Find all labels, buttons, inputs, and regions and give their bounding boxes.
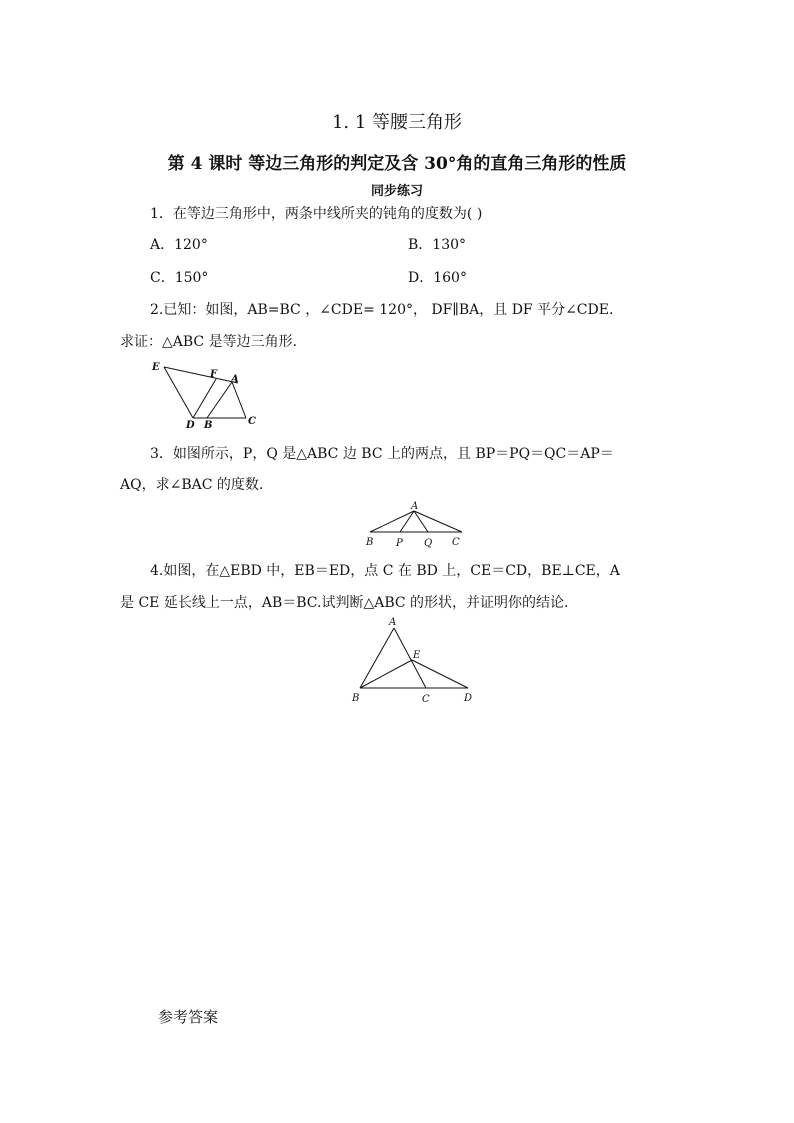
q2-line-ec xyxy=(164,367,238,383)
q3-line1: 3．如图所示，P，Q 是△ABC 边 BC 上的两点，且 BP＝PQ＝QC＝AP＝ xyxy=(150,446,614,462)
q2-label-f: F xyxy=(210,369,218,380)
q4-line-ed xyxy=(412,660,468,688)
q4-figure xyxy=(346,614,480,706)
q4-line2: 是 CE 延长线上一点，AB＝BC.试判断△ABC 的形状，并证明你的结论. xyxy=(120,595,569,611)
q1-stem: 1．在等边三角形中，两条中线所夹的钝角的度数为( ) xyxy=(150,206,483,222)
q2-line2: 求证：△ABC 是等边三角形. xyxy=(120,334,298,350)
q3-line2: AQ，求∠BAC 的度数. xyxy=(120,477,264,493)
q3-label-q: Q xyxy=(424,538,433,549)
q3-label-p: P xyxy=(396,538,403,549)
q4-line1: 4.如图，在△EBD 中，EB＝ED，点 C 在 BD 上，CE＝CD，BE⊥CE，A xyxy=(150,563,620,579)
q1-option-c: C．150° xyxy=(150,270,209,286)
q3-label-c: C xyxy=(452,537,460,548)
q4-label-a: A xyxy=(389,617,397,628)
q2-figure xyxy=(148,358,268,430)
section-heading: 同步练习 xyxy=(370,184,423,199)
q2-line-ed xyxy=(164,367,193,418)
q2-label-b: B xyxy=(204,420,213,430)
q3-label-b: B xyxy=(366,537,374,548)
q2-label-c: C xyxy=(248,416,256,427)
lesson-subtitle: 第 4 课时 等边三角形的判定及含 30°角的直角三角形的性质 xyxy=(167,154,627,174)
q1-option-a: A．120° xyxy=(150,237,208,253)
q4-label-b: B xyxy=(352,693,360,704)
q2-line-ac xyxy=(232,382,246,418)
q1-option-b: B．130° xyxy=(408,237,467,253)
q1-option-d: D．160° xyxy=(408,270,467,286)
q4-label-c: C xyxy=(422,694,430,705)
q2-line-df xyxy=(193,379,216,418)
answer-heading: 参考答案 xyxy=(158,1008,219,1026)
q2-label-a: A xyxy=(231,374,239,385)
q2-line1: 2.已知：如图，AB=BC ，∠CDE= 120°， DF∥BA，且 DF 平分∠CDE. xyxy=(150,302,614,318)
q3-figure xyxy=(360,498,476,550)
q2-label-e: E xyxy=(152,362,160,373)
page-title: 1. 1 等腰三角形 xyxy=(331,112,463,133)
q4-label-e: E xyxy=(413,650,421,661)
q4-line-ac xyxy=(394,628,426,688)
q3-label-a: A xyxy=(411,501,419,512)
q4-label-d: D xyxy=(464,693,473,704)
q2-label-d: D xyxy=(186,420,195,430)
